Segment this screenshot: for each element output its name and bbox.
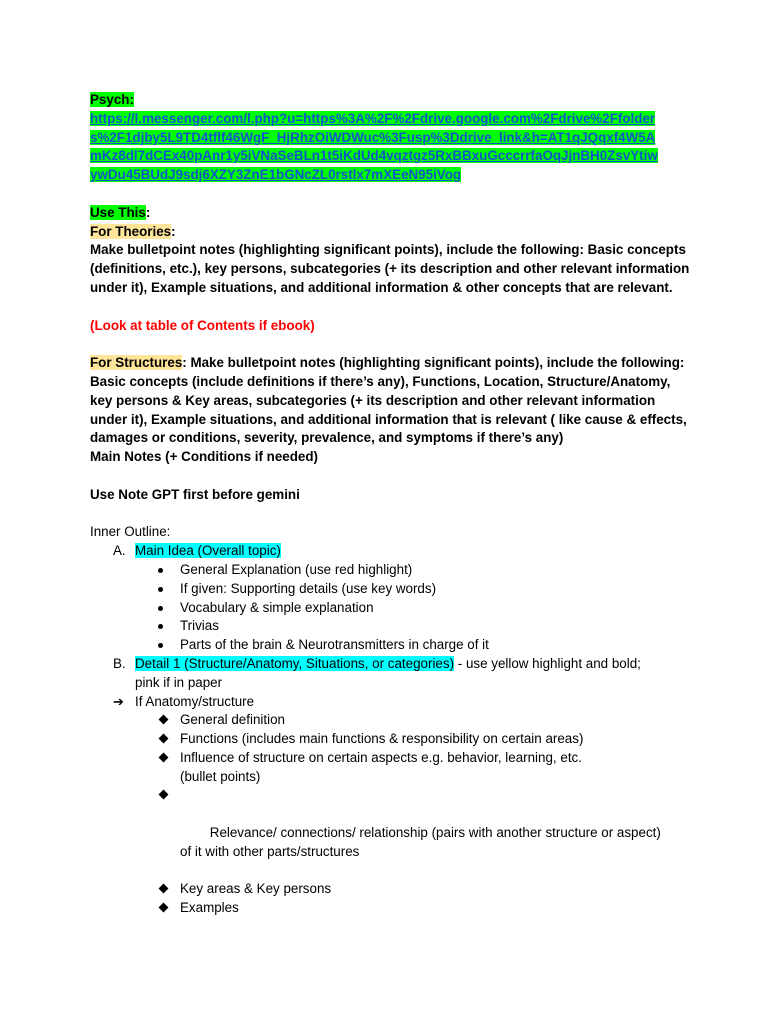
bullet-dot-icon bbox=[158, 606, 163, 611]
outline-marker-a: A. bbox=[113, 543, 126, 559]
document-content bbox=[90, 91, 690, 918]
outline-item-b-label: Detail 1 (Structure/Anatomy, Situations, or categories) bbox=[135, 655, 455, 671]
arrow-right-icon: ➔ bbox=[113, 693, 124, 709]
list-item: Relevance/ connections/ relationship (pairs with another structure or aspect) of it with other parts/structures bbox=[90, 786, 690, 880]
list-item: Trivias bbox=[90, 617, 690, 636]
bullet-dot-icon bbox=[158, 568, 163, 573]
outline-marker-b: B. bbox=[113, 655, 126, 671]
diamond-bullet-icon bbox=[159, 734, 169, 744]
bullet-dot-icon bbox=[158, 643, 163, 648]
diamond-bullet-icon bbox=[159, 752, 169, 762]
list-item: General Explanation (use red highlight) bbox=[90, 561, 690, 580]
list-item: If given: Supporting details (use key words) bbox=[90, 580, 690, 599]
outline-arrow-item: ➔ If Anatomy/structure bbox=[90, 693, 690, 712]
psych-heading bbox=[90, 91, 690, 110]
list-item: Influence of structure on certain aspects e.g. behavior, learning, etc. (bullet points) bbox=[90, 749, 690, 787]
diamond-bullet-icon bbox=[159, 715, 169, 725]
outline-title: Inner Outline: bbox=[90, 524, 171, 540]
outline-item-a-label: Main Idea (Overall topic) bbox=[135, 543, 281, 559]
drive-link[interactable] bbox=[90, 110, 690, 185]
use-this-heading: Use This: bbox=[90, 204, 151, 220]
outline-item-a bbox=[90, 542, 690, 561]
list-item: Parts of the brain & Neurotransmitters in charge of it bbox=[90, 636, 690, 655]
psych-label: Psych: bbox=[90, 92, 134, 107]
drive-link-line-2[interactable]: s%2F1djby5L9TD4tflf46WgF_HjRhzOiWDWuc%3Fusp%3Ddrive_link&h=AT1qJQqxf4W5A bbox=[90, 129, 656, 145]
ebook-note: (Look at table of Contents if ebook) bbox=[90, 317, 315, 333]
main-notes: Main Notes (+ Conditions if needed) bbox=[90, 449, 319, 465]
outline-item-b: B. Detail 1 (Structure/Anatomy, Situations, or categories) - use yellow highlight and bold; pink if in paper bbox=[113, 655, 641, 690]
diamond-bullet-icon bbox=[159, 903, 169, 913]
note-gpt-instruction: Use Note GPT first before gemini bbox=[90, 486, 300, 502]
theories-instructions: Make bulletpoint notes (highlighting significant points), include the following: Basic concepts (definitions, etc.), key persons, subcategories (+ its description and other relevant information under it), Example situations, and additional information & other concepts that are relevant. bbox=[90, 242, 690, 295]
list-item: Vocabulary & simple explanation bbox=[90, 599, 690, 618]
diamond-bullet-icon bbox=[159, 884, 169, 894]
drive-link-line-4[interactable]: ywDu45BUdJ9sdj6XZY3ZnE1bGNcZL0rstlx7mXEeN95iVog bbox=[90, 167, 462, 183]
list-item: Examples bbox=[90, 899, 690, 918]
structures-body: : Make bulletpoint notes (highlighting significant points), include the following: Basic concepts (include definitions if there’s any), Functions, Location, Structure/Anatomy, key persons & Key areas, subcategories (+ its description and other relevant information under it), Example situations, and additional information that is relevant ( like cause & effects, damages or conditions, severity, prevalence, and symptoms if there’s any) bbox=[90, 355, 687, 446]
drive-link-line-3[interactable]: mKz8dl7dCEx40pAnr1y5iVNaSeBLn1t5iKdUd4vqztgz5RxBBxuGcccrrfaOqJjnBH0ZsvYtiw bbox=[90, 148, 658, 164]
list-item: Key areas & Key persons bbox=[90, 880, 690, 899]
list-item: General definition bbox=[90, 711, 690, 730]
diamond-bullet-icon bbox=[159, 790, 169, 800]
list-item: Functions (includes main functions & responsibility on certain areas) bbox=[90, 730, 690, 749]
theories-heading: For Theories: bbox=[90, 223, 176, 239]
structures-label: For Structures bbox=[90, 355, 183, 371]
theories-label: For Theories bbox=[90, 223, 172, 239]
use-this-label: Use This bbox=[90, 204, 146, 220]
bullet-dot-icon bbox=[158, 624, 163, 629]
structures-instructions bbox=[90, 354, 690, 448]
drive-link-line-1[interactable]: https://l.messenger.com/l.php?u=https%3A%2F%2Fdrive.google.com%2Fdrive%2Ffolder bbox=[90, 110, 656, 126]
bullet-dot-icon bbox=[158, 587, 163, 592]
